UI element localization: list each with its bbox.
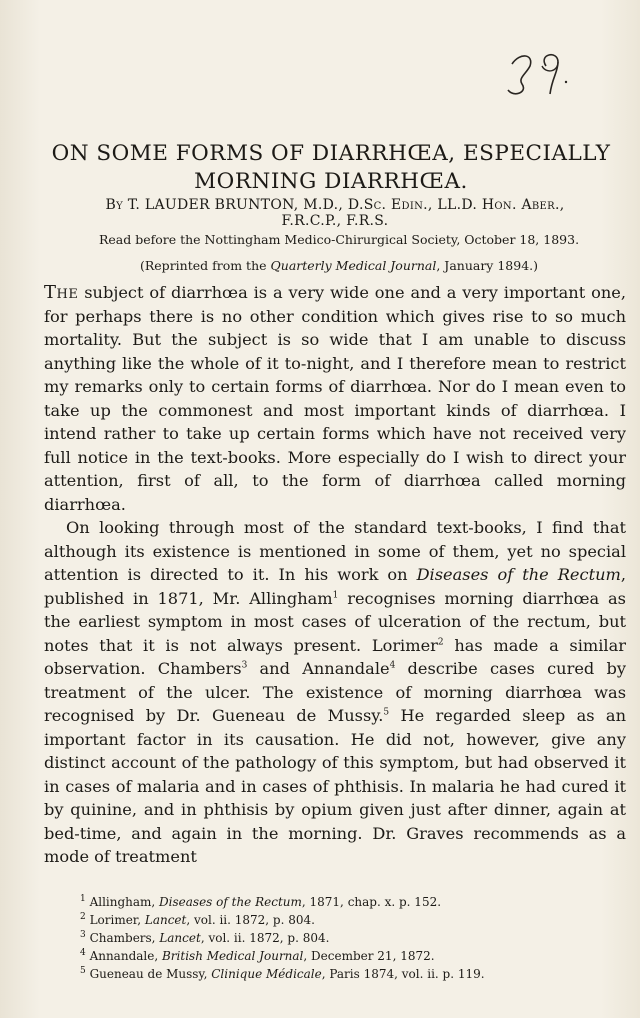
title-line-1: ON SOME FORMS OF DIARRHŒA, ESPECIALLY — [51, 141, 611, 166]
book-title: Diseases of the Rectum — [416, 565, 621, 584]
article-title — [36, 140, 626, 196]
footnote-number: 5 — [80, 966, 86, 976]
footnote-ref: 1 — [332, 590, 339, 601]
footnote-text: , Paris 1874, vol. ii. p. 119. — [321, 967, 485, 981]
footnote-work: Diseases of the Rectum — [159, 895, 302, 909]
byline-line-2: F.R.C.P., F.R.S. — [281, 213, 389, 229]
footnote-text: Annandale, — [89, 949, 162, 963]
paragraph-2-text: , published in 1871, Mr. Allingham — [44, 565, 627, 608]
footnote-text: Gueneau de Mussy, — [89, 967, 212, 981]
reprint-prefix: (Reprinted from the — [140, 258, 271, 273]
reprint-note — [44, 258, 634, 274]
footnote-text: , 1871, chap. x. p. 152. — [301, 895, 442, 909]
footnote-ref: 2 — [437, 637, 444, 648]
reprint-suffix: , January 1894.) — [436, 258, 538, 273]
footnote — [80, 965, 626, 983]
article-body — [44, 281, 626, 869]
paragraph-2-text: On looking through most of the standard text-books, I find that although its existence is mentioned in some of them, yet no special attention is directed to it. In his work on — [44, 518, 626, 584]
lead-word: The — [44, 282, 79, 303]
footnote-text: Chambers, — [89, 931, 160, 945]
footnote-text: , vol. ii. 1872, p. 804. — [186, 913, 315, 927]
footnote-number: 1 — [80, 894, 86, 904]
footnote-text: Lorimer, — [89, 913, 145, 927]
paragraph-1 — [44, 281, 626, 516]
author-byline — [40, 197, 630, 229]
handwritten-page-number — [506, 44, 576, 100]
paragraph-1-text: subject of diarrhœa is a very wide one and a very important one, for perhaps there is no other condition which gives rise to so much mortality. But the subject is so wide that I am unable to discuss anything like the whole of it to-night, and I therefore mean to restrict my remarks only to certain forms of diarrhœa. Nor do I mean even to take up the commonest and most important kinds of diarrhœa. I intend rather to take up certain forms which have not received very full notice in the text-books. More especially do I wish to direct your attention, first of all, to the form of diarrhœa called morning diarrhœa. — [44, 283, 626, 514]
footnote-text: Allingham, — [89, 895, 160, 909]
footnote-number: 2 — [80, 912, 86, 922]
byline-line-1: By T. LAUDER BRUNTON, M.D., D.Sc. Edin., LL.D. Hon. Aber., — [105, 197, 565, 213]
title-line-2: MORNING DIARRHŒA. — [194, 169, 468, 194]
paragraph-2 — [44, 516, 626, 869]
footnote-work: Lancet — [144, 913, 187, 927]
paragraph-2-text: recognises morning diarrhœa as the earliest symptom in most cases of ulceration of the rectum, but notes that it is not always present. Lorimer — [44, 588, 626, 655]
footnote — [80, 947, 626, 965]
footnote-text: , December 21, 1872. — [303, 949, 435, 963]
paragraph-2-text: has made a similar observation. Chambers — [44, 635, 626, 678]
footnote-number: 3 — [80, 930, 86, 940]
footnote-number: 4 — [80, 948, 86, 958]
paragraph-2-text: He regarded sleep as an important factor in its causation. He did not, however, give any distinct account of the pathology of this symptom, but had observed it in cases of malaria and in cases of phthisis. In malaria he had cured it by quinine, and in phthisis by opium given just after dinner, again at bed-time, and again in the morning. Dr. Graves recommends as a mode of treatment — [44, 706, 627, 866]
footnotes — [80, 893, 626, 983]
footnote — [80, 929, 626, 947]
footnote-work: Clinique Médicale — [211, 967, 322, 981]
paragraph-2-text: and Annandale — [247, 659, 390, 678]
footnote-text: , vol. ii. 1872, p. 804. — [200, 931, 330, 945]
journal-name: Quarterly Medical Journal — [270, 258, 437, 273]
footnote-ref: 4 — [389, 660, 396, 671]
footnote-ref: 5 — [383, 707, 390, 718]
paragraph-2-text: describe cases cured by treatment of the ulcer. The existence of morning diarrhœa was recognised by Dr. Gueneau de Mussy. — [44, 659, 627, 725]
footnote — [80, 911, 626, 929]
footnote-ref: 3 — [241, 660, 248, 671]
footnote — [80, 893, 626, 911]
footnote-work: Lancet — [159, 931, 201, 945]
footnote-work: British Medical Journal — [161, 949, 304, 963]
read-before-note: Read before the Nottingham Medico-Chirurgical Society, October 18, 1893. — [98, 232, 580, 247]
